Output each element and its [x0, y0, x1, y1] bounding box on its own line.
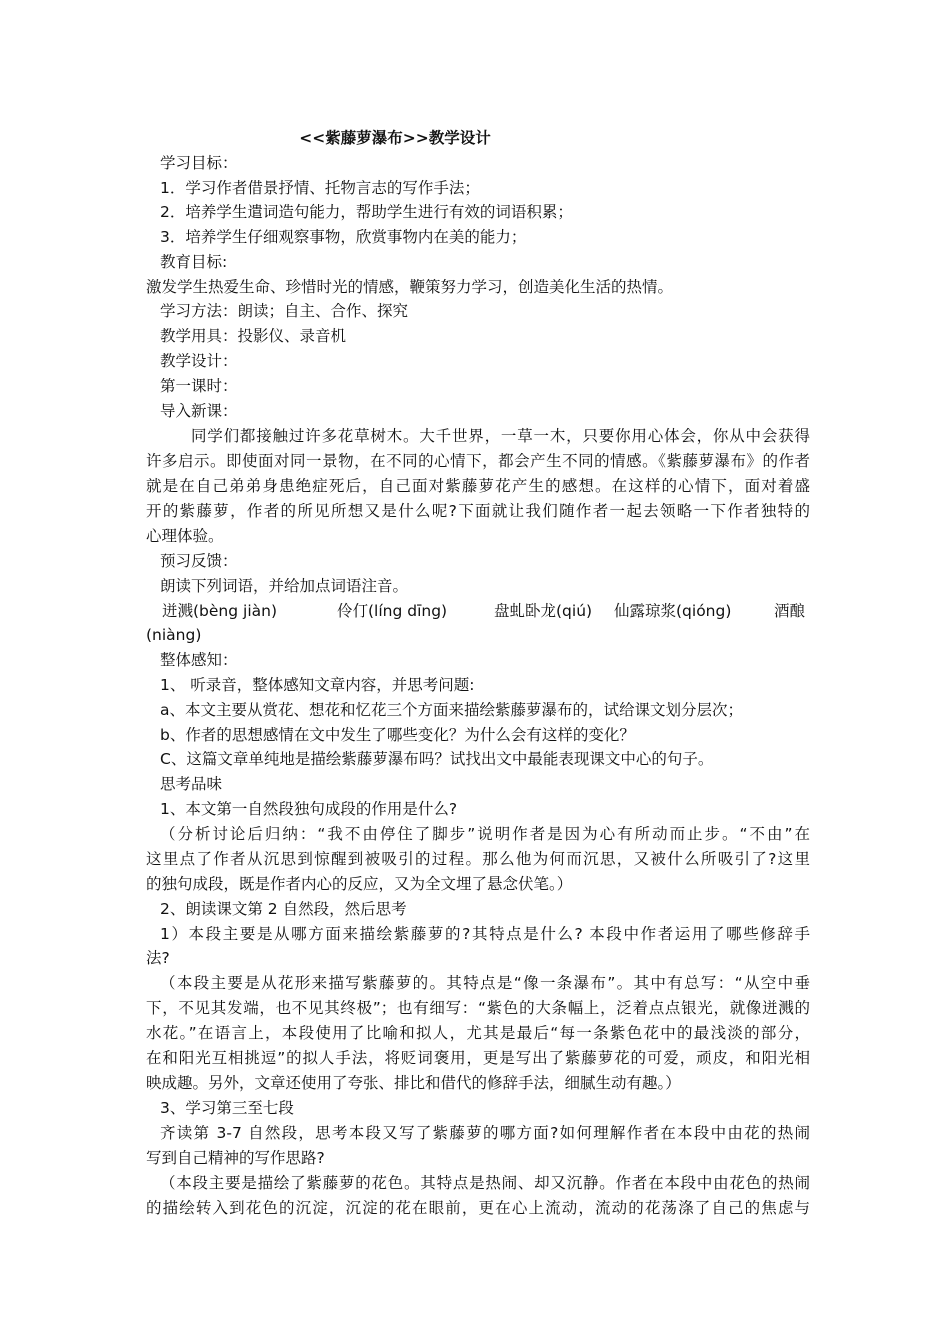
- text-line: 同学们都接触过许多花草树木。大千世界，一草一木，只要你用心体会，你从中会获得: [191, 427, 810, 445]
- vocab-word: 酒酿: [774, 602, 806, 620]
- text-line: 就是在自己弟弟身患绝症死后，自己面对紫藤萝花产生的感想。在这样的心情下，面对着盛: [146, 477, 810, 495]
- text-line: 的独句成段，既是作者内心的反应，又为全文埋了悬念伏笔。）: [146, 875, 573, 893]
- text-line: 下，不见其发端，也不见其终极”；也有细写：“紫色的大条幅上，泛着点点银光，就像迸溅的: [146, 999, 810, 1017]
- text-line: 整体感知：: [160, 651, 238, 669]
- text-line: 这里点了作者从沉思到惊醒到被吸引的过程。那么他为何而沉思，又被什么所吸引了?这里: [146, 850, 810, 868]
- text-line: 学习方法：朗读；自主、合作、探究: [160, 302, 409, 320]
- vocab-word: 盘虬卧龙(qiú): [494, 602, 593, 620]
- text-line: 第一课时：: [160, 377, 238, 395]
- text-line: 预习反馈：: [160, 552, 238, 570]
- text-line: 法?: [146, 949, 170, 967]
- text-line: 朗读下列词语，并给加点词语注音。: [160, 577, 409, 595]
- text-line: 1）本段主要是从哪方面来描绘紫藤萝的?其特点是什么? 本段中作者运用了哪些修辞手: [160, 925, 810, 943]
- text-line: 3．培养学生仔细观察事物，欣赏事物内在美的能力；: [160, 228, 527, 246]
- text-line: 激发学生热爱生命、珍惜时光的情感，鞭策努力学习，创造美化生活的热情。: [146, 278, 674, 296]
- text-line: 思考品味: [160, 775, 223, 793]
- vocab-word-continued: (niàng): [146, 626, 202, 644]
- text-line: 1．学习作者借景抒情、托物言志的写作手法；: [160, 179, 480, 197]
- text-line: （本段主要是描绘了紫藤萝的花色。其特点是热闹、却又沉静。作者在本段中由花色的热闹: [160, 1174, 810, 1192]
- text-line: 心理体验。: [146, 527, 224, 545]
- text-line: 教育目标:: [160, 253, 228, 271]
- text-line: 在和阳光互相挑逗”的拟人手法，将贬词褒用，更是写出了紫藤萝花的可爱，顽皮，和阳光相: [146, 1049, 810, 1067]
- text-line: 1、本文第一自然段独句成段的作用是什么?: [160, 800, 458, 818]
- document-title: <<紫藤萝瀑布>>教学设计: [299, 129, 491, 147]
- text-line: 映成趣。另外，文章还使用了夸张、排比和借代的修辞手法，细腻生动有趣。）: [146, 1074, 681, 1092]
- text-line: 3、学习第三至七段: [160, 1099, 294, 1117]
- pinyin-vocab-row: [146, 599, 810, 623]
- text-line: 写到自己精神的写作思路?: [146, 1149, 325, 1167]
- text-line: 许多启示。即使面对同一景物，在不同的心情下，都会产生不同的情感。《紫藤萝瀑布》的作者: [146, 452, 810, 470]
- text-line: （分析讨论后归纳：“我不由停住了脚步”说明作者是因为心有所动而止步。“不由”在: [160, 825, 810, 843]
- text-line: 教学用具：投影仪、录音机: [160, 327, 347, 345]
- text-line: C、这篇文章单纯地是描绘紫藤萝瀑布吗？试找出文中最能表现课文中心的句子。: [160, 750, 714, 768]
- vocab-word: 迸溅(bèng jiàn): [162, 602, 277, 620]
- text-line: 开的紫藤萝，作者的所见所想又是什么呢?下面就让我们随作者一起去领略一下作者独特的: [146, 502, 810, 520]
- text-line: 水花。”在语言上，本段使用了比喻和拟人，尤其是最后“每一条紫色花中的最浅淡的部分，: [146, 1024, 810, 1042]
- text-line: 的描绘转入到花色的沉淀，沉淀的花在眼前，更在心上流动，流动的花荡涤了自己的焦虑与: [146, 1199, 810, 1217]
- vocab-word: 伶仃(líng dīng): [337, 602, 448, 620]
- text-line: 导入新课：: [160, 402, 238, 420]
- text-line: （本段主要是从花形来描写紫藤萝的。其特点是“像一条瀑布”。其中有总写：“从空中垂: [160, 974, 810, 992]
- text-line: a、本文主要从赏花、想花和忆花三个方面来描绘紫藤萝瀑布的，试给课文划分层次；: [160, 701, 744, 719]
- text-line: 1、 听录音，整体感知文章内容，并思考问题:: [160, 676, 475, 694]
- text-line: 学习目标：: [160, 154, 238, 172]
- text-line: 2、朗读课文第 2 自然段，然后思考: [160, 900, 407, 918]
- text-line: 2．培养学生遣词造句能力，帮助学生进行有效的词语积累；: [160, 203, 573, 221]
- text-line: 齐读第 3-7 自然段，思考本段又写了紫藤萝的哪方面?如何理解作者在本段中由花的热闹: [160, 1124, 810, 1142]
- text-line: 教学设计：: [160, 352, 238, 370]
- text-line: b、作者的思想感情在文中发生了哪些变化？为什么会有这样的变化？: [160, 726, 635, 744]
- vocab-word: 仙露琼浆(qióng): [614, 602, 732, 620]
